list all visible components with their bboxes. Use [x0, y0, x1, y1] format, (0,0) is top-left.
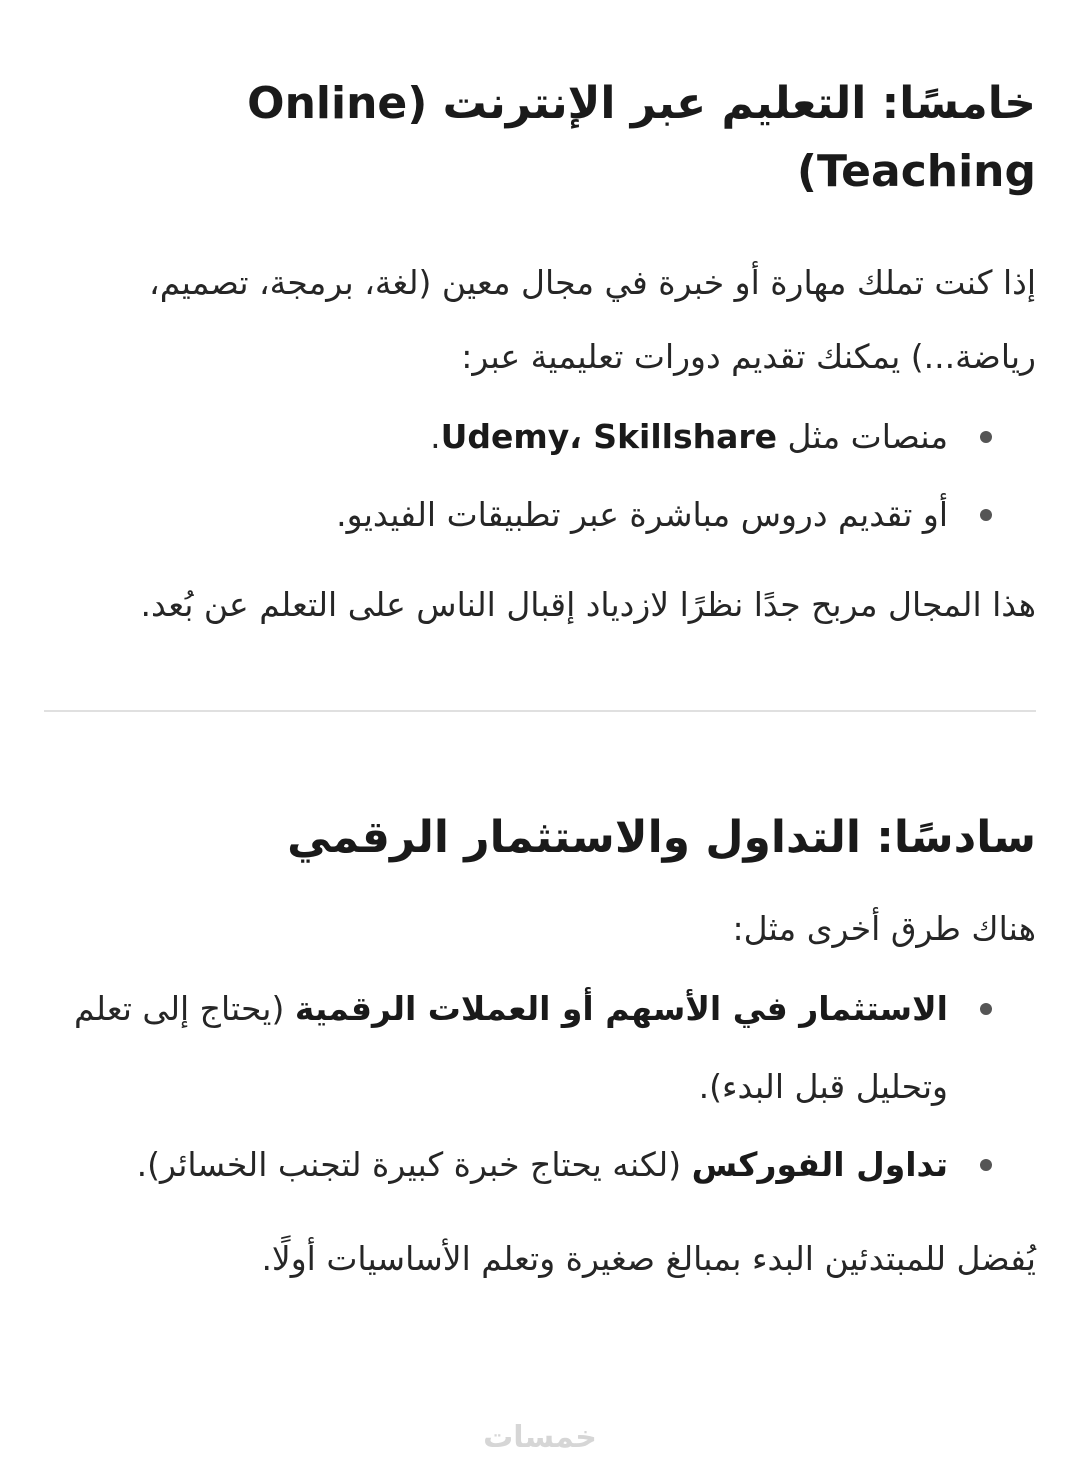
- list-item: [44, 476, 1036, 554]
- list-item-bold-text: تداول الفوركس: [691, 1145, 948, 1184]
- list-item-bold-text: الاستثمار في الأسهم أو العملات الرقمية: [294, 989, 948, 1028]
- section-heading-trading: سادسًا: التداول والاستثمار الرقمي: [287, 812, 1036, 863]
- list-item: [44, 398, 1036, 476]
- list-item-text: (يحتاج إلى تعلم وتحليل قبل البدء).: [73, 989, 948, 1106]
- list-item-text: أو تقديم دروس مباشرة عبر تطبيقات الفيديو.: [336, 495, 948, 534]
- list-item-bold-text: Udemy، Skillshare: [440, 417, 778, 456]
- list-item-suffix: .: [430, 417, 441, 456]
- section-intro-paragraph: هناك طرق أخرى مثل:: [732, 909, 1036, 948]
- bullet-list-online-teaching: [44, 398, 1036, 554]
- section-outro-paragraph: يُفضل للمبتدئين البدء بمبالغ صغيرة وتعلم الأساسيات أولًا.: [261, 1239, 1036, 1278]
- section-divider: [44, 710, 1036, 712]
- list-item-text: منصات مثل: [777, 417, 948, 456]
- list-item-text: (لكنه يحتاج خبرة كبيرة لتجنب الخسائر).: [136, 1145, 692, 1184]
- section-heading-online-teaching: خامسًا: التعليم عبر الإنترنت (Online Teaching): [247, 78, 1036, 197]
- bullet-dot-icon: [980, 1159, 992, 1171]
- watermark-logo: خمسات: [483, 1420, 597, 1455]
- list-item: [44, 970, 1036, 1126]
- bullet-list-trading: [44, 970, 1036, 1204]
- bullet-dot-icon: [980, 509, 992, 521]
- bullet-dot-icon: [980, 1003, 992, 1015]
- bullet-dot-icon: [980, 431, 992, 443]
- article-content: [44, 70, 1036, 1296]
- list-item: [44, 1126, 1036, 1204]
- section-outro-paragraph: هذا المجال مربح جدًا نظرًا لازدياد إقبال الناس على التعلم عن بُعد.: [140, 585, 1036, 624]
- section-intro-paragraph: إذا كنت تملك مهارة أو خبرة في مجال معين (لغة، برمجة، تصميم، رياضة...) يمكنك تقديم دورات تعليمية عبر:: [149, 263, 1036, 376]
